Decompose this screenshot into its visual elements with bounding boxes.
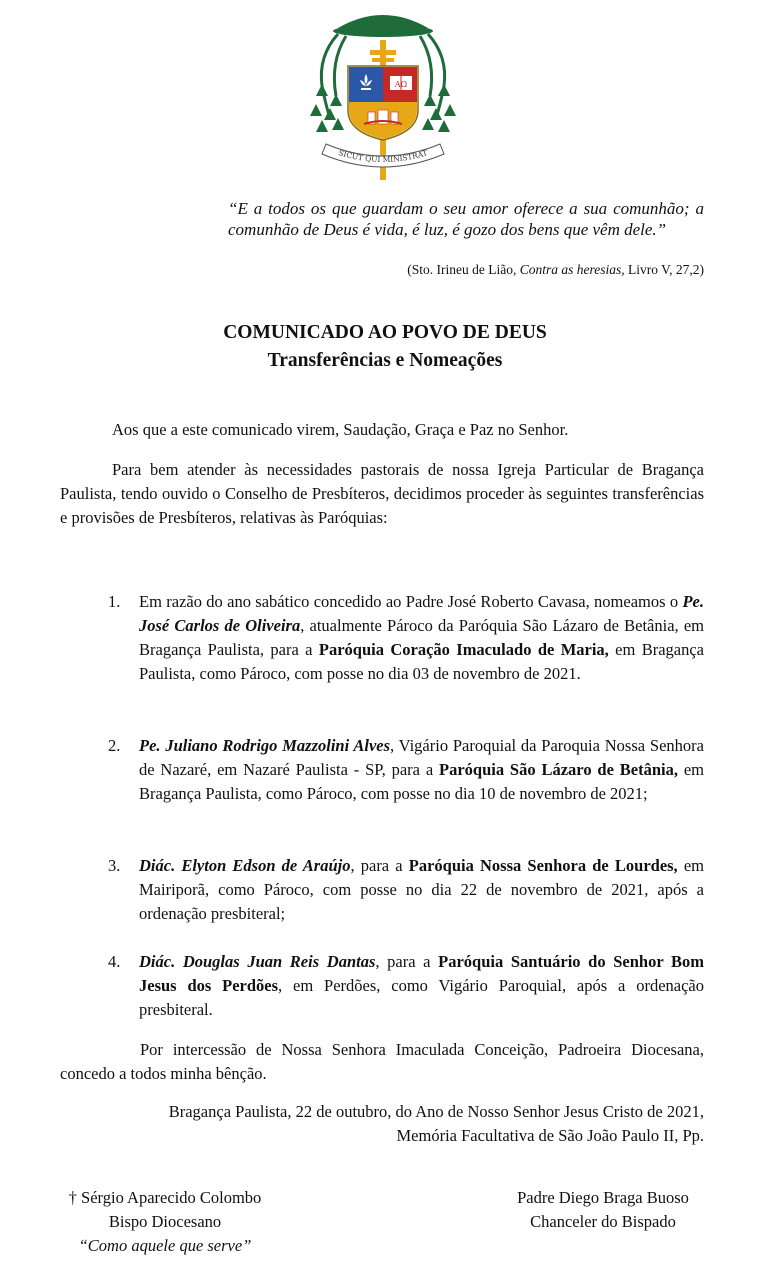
bishop-name: † Sérgio Aparecido Colombo: [68, 1188, 262, 1207]
bishop-role: Bispo Diocesano: [108, 1212, 222, 1231]
bishop-motto: “Como aquele que serve”: [78, 1236, 252, 1255]
episcopal-coat-of-arms: [308, 6, 458, 184]
epigraph-quote: “E a todos os que guardam o seu amor oferece a sua comunhão; a comunhão de Deus é vida, é luz, é gozo dos bens que vêm dele.”: [228, 199, 704, 239]
list-item: 1. Em razão do ano sabático concedido ao Padre José Roberto Cavasa, nomeamos o Pe. José Carlos de Oliveira, atualmente Pároco da Paróquia São Lázaro de Betânia, em Bragança Paulista, para a Paróquia Coração Imaculado de Maria, em Bragança Paulista, como Pároco, com posse no dia 03 de novembro de 2021.: [108, 592, 705, 683]
chancellor-signature-block: [478, 1186, 728, 1234]
date-line: Bragança Paulista, 22 de outubro, do Ano de Nosso Senhor Jesus Cristo de 2021,: [168, 1102, 704, 1121]
list-item: 3. Diác. Elyton Edson de Araújo, para a Paróquia Nossa Senhora de Lourdes, em Mairiporã, como Pároco, com posse no dia 22 de novembro de 2021, após a ordenação presbiteral;: [108, 856, 704, 923]
greeting-paragraph: Aos que a este comunicado virem, Saudação, Graça e Paz no Senhor.: [112, 420, 569, 439]
epigraph-citation: (Sto. Irineu de Lião, Contra as heresias, Livro V, 27,2): [407, 262, 704, 277]
motto-ribbon-text: SICUT QUI MINISTRAT: [337, 148, 429, 165]
document-subtitle: Transferências e Nomeações: [267, 350, 503, 371]
chancellor-role: Chanceler do Bispado: [530, 1212, 676, 1231]
alpha-omega-label: AΩ: [394, 80, 408, 89]
blessing-paragraph: Por intercessão de Nossa Senhora Imaculada Conceição, Padroeira Diocesana, concedo a todos minha bênção.: [60, 1040, 704, 1083]
intro-paragraph: Para bem atender às necessidades pastorais de nossa Igreja Particular de Bragança Paulista, tendo ouvido o Conselho de Presbíteros, decidimos proceder às seguintes transferências e provisões de Presbíteros, relativas às Paróquias:: [60, 460, 704, 527]
document-title: COMUNICADO AO POVO DE DEUS: [223, 322, 547, 343]
list-item: 2. Pe. Juliano Rodrigo Mazzolini Alves, Vigário Paroquial da Paroquia Nossa Senhora de Nazaré, em Nazaré Paulista - SP, para a Paróquia São Lázaro de Betânia, em Bragança Paulista, como Pároco, com posse no dia 10 de novembro de 2021;: [108, 736, 704, 803]
memorial-line: Memória Facultativa de São João Paulo II, Pp.: [396, 1126, 704, 1145]
chancellor-name: Padre Diego Braga Buoso: [517, 1188, 689, 1207]
bishop-signature-block: [40, 1186, 290, 1258]
list-item: 4. Diác. Douglas Juan Reis Dantas, para a Paróquia Santuário do Senhor Bom Jesus dos Perdões, em Perdões, como Vigário Paroquial, após a ordenação presbiteral.: [108, 952, 704, 1019]
